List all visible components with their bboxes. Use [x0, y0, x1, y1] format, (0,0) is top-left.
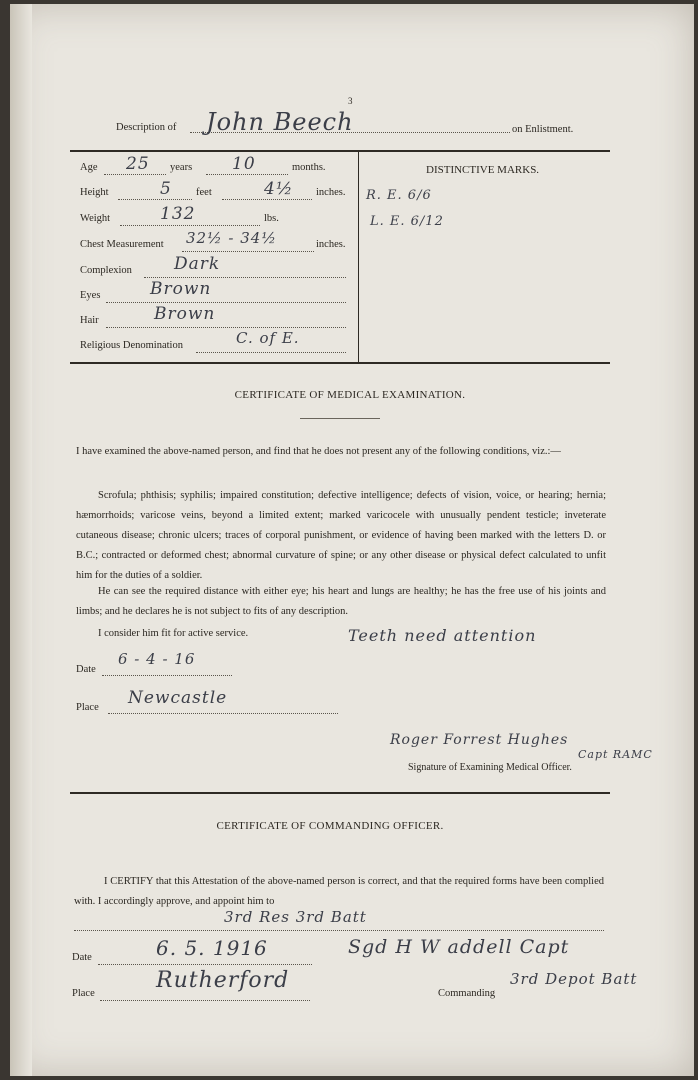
height-label: Height: [80, 187, 109, 198]
medical-date-value: 6 - 4 - 16: [118, 650, 196, 668]
medical-title-underline: [300, 418, 380, 419]
months-label: months.: [292, 162, 326, 173]
hair-value: Brown: [154, 304, 216, 324]
appointment-line: [74, 930, 604, 931]
commanding-certificate-title: CERTIFICATE OF COMMANDING OFFICER.: [216, 820, 444, 832]
commanding-label: Commanding: [438, 988, 496, 999]
chest-inches-label: inches.: [316, 239, 346, 250]
feet-label: feet: [196, 187, 212, 198]
age-label: Age: [80, 162, 98, 173]
commanding-place-line: [100, 1000, 310, 1001]
description-label: Description of: [116, 122, 177, 133]
weight-value: 132: [160, 204, 196, 224]
commanding-certify-statement: I CERTIFY that this Attestation of the above-named person is correct, and that the required forms have been complied with. I accordingly approve, and appoint him to: [74, 876, 604, 907]
table-top-rule: [70, 150, 610, 152]
commanding-officer-signature: Sgd H W addell Capt: [348, 936, 570, 958]
medical-place-value: Newcastle: [128, 688, 228, 708]
medical-bottom-rule: [70, 792, 610, 794]
commanding-date-value: 6. 5. 1916: [156, 936, 268, 960]
eyes-value: Brown: [150, 279, 212, 299]
medical-fit-statement: I consider him fit for active service.: [98, 628, 249, 639]
complexion-value: Dark: [174, 254, 221, 274]
medical-officer-signature: Roger Forrest Hughes: [390, 732, 569, 748]
years-label: years: [170, 162, 193, 173]
commanding-date-label: Date: [72, 952, 92, 963]
weight-line: [120, 225, 260, 226]
complexion-line: [144, 277, 346, 278]
age-months-line: [206, 174, 288, 175]
weight-label: Weight: [80, 213, 111, 224]
medical-date-line: [102, 675, 232, 676]
table-bottom-rule: [70, 362, 610, 364]
height-inches-value: 4½: [264, 179, 294, 199]
medical-intro: I have examined the above-named person, and find that he does not present any of the following conditions, viz.:—: [76, 446, 561, 457]
complexion-label: Complexion: [80, 265, 132, 276]
hair-line: [106, 327, 346, 328]
religion-line: [196, 352, 346, 353]
age-years-value: 25: [126, 154, 150, 174]
religion-label: Religious Denomination: [80, 340, 183, 351]
age-years-line: [104, 174, 166, 175]
on-enlistment-label: on Enlistment.: [512, 124, 574, 135]
commanding-place-label: Place: [72, 988, 95, 999]
distinctive-marks-title: DISTINCTIVE MARKS.: [426, 164, 540, 176]
chest-value: 32½ - 34½: [186, 229, 277, 247]
commanding-place-value: Rutherford: [156, 968, 290, 993]
eyes-line: [106, 302, 346, 303]
inches-label: inches.: [316, 187, 346, 198]
age-months-value: 10: [232, 154, 256, 174]
hair-label: Hair: [80, 315, 99, 326]
height-feet-line: [118, 199, 192, 200]
height-inches-line: [222, 199, 312, 200]
medical-conditions: Scrofula; phthisis; syphilis; impaired constitution; defective intelligence; defects of vision, voice, or hearing; hernia; hæmorrhoids; varicose veins, beyond a limited extent; marked varicocele with unusually pendent testicle; inveterate cutaneous disease; chronic ulcers; traces of corporal punishment, or evidence of having been marked with the letters D. or B.C.; contracted or deformed chest; abnormal curvature of spine; or any other disease or physical defect calculated to unfit him for the duties of a soldier.: [76, 490, 606, 581]
height-feet-value: 5: [160, 179, 172, 199]
lbs-label: lbs.: [264, 213, 279, 224]
medical-note: Teeth need attention: [348, 626, 537, 645]
appointment-value: 3rd Res 3rd Batt: [224, 908, 367, 926]
medical-date-label: Date: [76, 664, 96, 675]
religion-value: C. of E.: [236, 329, 300, 347]
table-divider: [358, 150, 359, 362]
commanding-date-line: [98, 964, 312, 965]
chest-label: Chest Measurement: [80, 239, 164, 250]
page-number: 3: [348, 96, 353, 106]
eyes-label: Eyes: [80, 290, 101, 301]
medical-place-line: [108, 713, 338, 714]
medical-place-label: Place: [76, 702, 99, 713]
paper-edge: [10, 4, 32, 1076]
distinctive-mark-right-eye: R. E. 6/6: [366, 188, 432, 203]
medical-certificate-title: CERTIFICATE OF MEDICAL EXAMINATION.: [234, 389, 466, 401]
distinctive-mark-left-eye: L. E. 6/12: [370, 214, 444, 229]
chest-line: [182, 251, 314, 252]
medical-sight-statement: He can see the required distance with either eye; his heart and lungs are healthy; he has the free use of his joints and limbs; and he declares he is not subject to fits of any description.: [76, 586, 606, 617]
medical-signature-label: Signature of Examining Medical Officer.: [408, 762, 572, 773]
attestation-sheet: [10, 4, 694, 1076]
medical-officer-rank: Capt RAMC: [578, 748, 653, 761]
commanding-unit-value: 3rd Depot Batt: [510, 970, 638, 988]
recruit-name: John Beech: [206, 108, 354, 136]
